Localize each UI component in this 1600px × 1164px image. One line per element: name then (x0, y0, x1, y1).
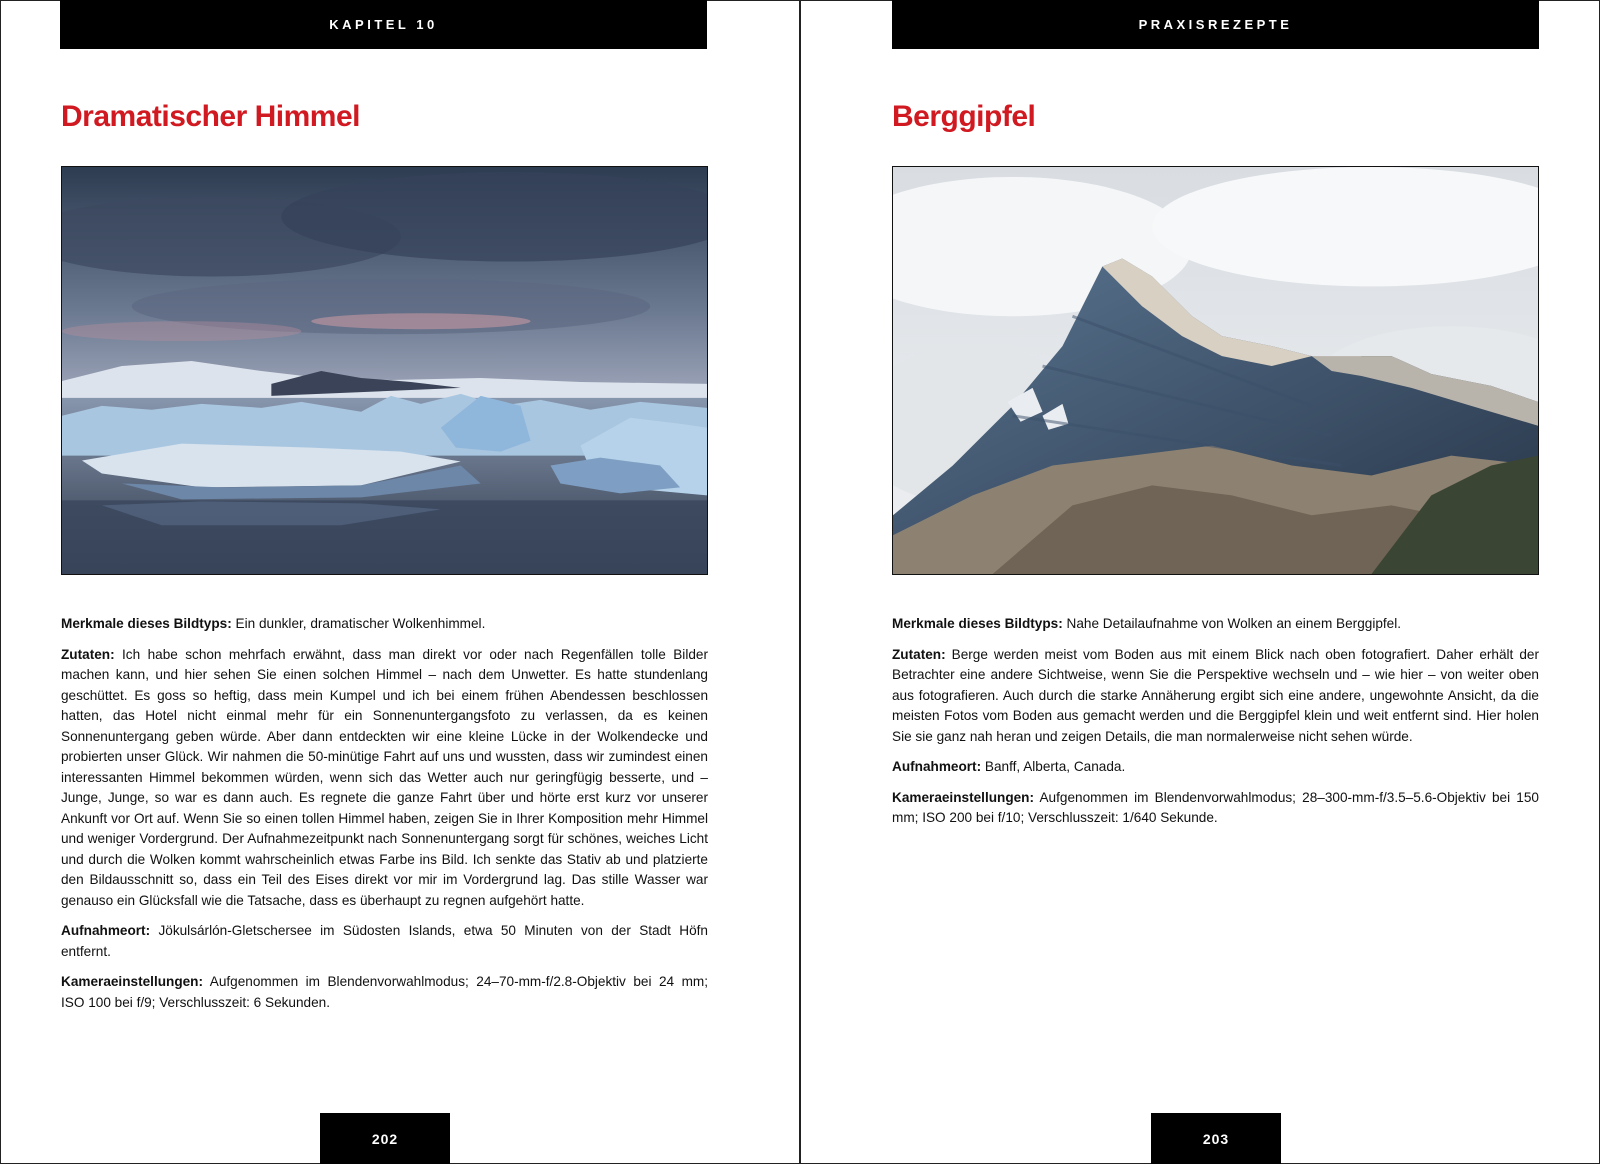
body-text (61, 614, 708, 1023)
kamera-paragraph (892, 788, 1539, 829)
iceberg-photo (61, 166, 708, 575)
zutaten-label: Zutaten: (892, 646, 946, 662)
merkmale-paragraph (61, 614, 708, 635)
mountain-photo-illustration (893, 167, 1538, 574)
iceberg-photo-illustration (62, 167, 707, 574)
kamera-paragraph (61, 972, 708, 1013)
kamera-label: Kameraeinstellungen: (892, 789, 1035, 805)
zutaten-text: Berge werden meist vom Boden aus mit einem Blick nach oben fotografiert. Daher erhält der Betrachter eine andere Sichtweise, wenn Sie die Perspektive wechseln und – wie hier – von weiter oben aus fotografieren. Auch durch die starke Annäherung ergibt sich eine andere, ungewohnte Ansicht, da die meisten Fotos vom Boden aus gemacht werden und die Berggipfel klein und weit entfernt sind. Hier holen Sie sie ganz nah heran und zeigen Details, die man normalerweise nicht sehen würde. (892, 646, 1539, 744)
ort-paragraph (61, 921, 708, 962)
merkmale-label: Merkmale dieses Bildtyps: (892, 616, 1063, 631)
page-number: 203 (1151, 1113, 1281, 1164)
merkmale-text: Ein dunkler, dramatischer Wolkenhimmel. (231, 616, 486, 631)
mountain-photo (892, 166, 1539, 575)
kamera-text: Aufgenommen im Blendenvorwahlmodus; 28–300-mm-f/3.5–5.6-Objektiv bei 150 mm; ISO 200 bei f/10; Verschlusszeit: 1/640 Sekunde. (892, 789, 1539, 825)
zutaten-text: Ich habe schon mehrfach erwähnt, dass man direkt vor oder nach Regenfällen tolle Bilder machen kann, und hier sehen Sie einen solchen Himmel – nach dem Unwetter. Es hatte stundenlang geschüttet. Es goss so heftig, dass mein Kumpel und ich bei einem frühen Abendessen beschlossen hatten, das Hotel nicht einmal mehr für ein Sonnenuntergangsfoto zu verlassen, da es keinen Sonnenuntergang geben würde. Aber dann entdeckten wir eine kleine Lücke in der Wolkendecke und probierten unser Glück. Wir nahmen die 50-minütige Fahrt auf uns und wussten, dass wir zumindest einen interessanten Himmel bekommen würden, wenn sich das Wetter auch nur geringfügig besserte, und – Junge, Junge, so war es dann auch. Es regnete die ganze Fahrt über und hörte erst kurz vor unserer Ankunft vor Ort auf. Wenn Sie so einen tollen Himmel haben, zeigen Sie in Ihrer Komposition mehr Himmel und weniger Vordergrund. Der Aufnahmezeitpunkt nach Sonnenuntergang sorgt für schönes, weiches Licht und durch die Wolken kommt wahrscheinlich etwas Farbe ins Bild. Ich senkte das Stativ ab und platzierte den Bildausschnitt so, dass ein Teil des Eises direkt vor mir im Vordergrund lag. Das stille Wasser war genauso ein Glücksfall wie die Tatsache, dass es überhaupt zu regnen aufgehört hatte. (61, 646, 708, 908)
merkmale-label: Merkmale dieses Bildtyps: (61, 616, 232, 631)
zutaten-label: Zutaten: (61, 646, 115, 662)
ort-text: Banff, Alberta, Canada. (981, 759, 1126, 774)
section-title: Dramatischer Himmel (61, 100, 360, 133)
ort-label: Aufnahmeort: (61, 923, 151, 938)
left-page (0, 0, 798, 1164)
ort-paragraph (892, 757, 1539, 778)
kamera-label: Kameraeinstellungen: (61, 974, 204, 989)
chapter-header: PRAXISREZEPTE (892, 0, 1539, 49)
chapter-header: KAPITEL 10 (60, 0, 707, 49)
ort-text: Jökulsárlón-Gletschersee im Südosten Islands, etwa 50 Minuten von der Stadt Höfn entfernt. (61, 923, 708, 959)
ort-label: Aufnahmeort: (892, 759, 982, 774)
body-text (892, 614, 1539, 839)
zutaten-paragraph (61, 645, 708, 912)
zutaten-paragraph (892, 645, 1539, 748)
kamera-text: Aufgenommen im Blendenvorwahlmodus; 24–70-mm-f/2.8-Objektiv bei 24 mm; ISO 100 bei f/9; Verschlusszeit: 6 Sekunden. (61, 974, 708, 1010)
merkmale-paragraph (892, 614, 1539, 635)
merkmale-text: Nahe Detailaufnahme von Wolken an einem Berggipfel. (1062, 616, 1402, 631)
page-number: 202 (320, 1113, 450, 1164)
section-title: Berggipfel (892, 100, 1036, 133)
right-page (801, 0, 1599, 1164)
